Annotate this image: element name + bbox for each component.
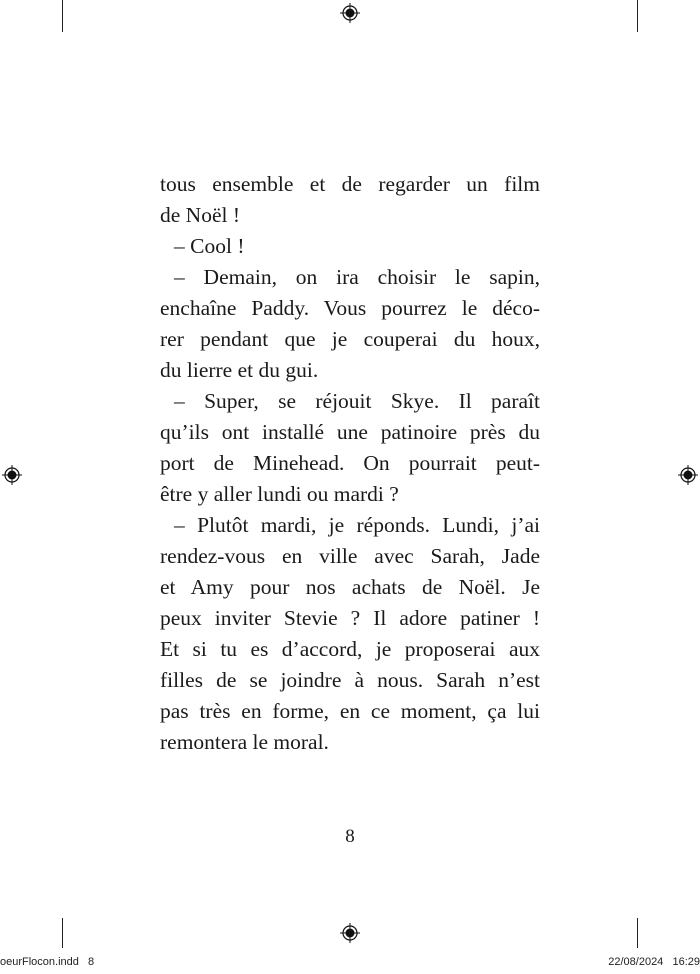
text-line: Et si tu es d’accord, je proposerai aux [160, 637, 540, 661]
text-line: rer pendant que je couperai du houx, [160, 327, 540, 351]
text-line: pas très en forme, en ce moment, ça lui [160, 699, 540, 723]
text-line: filles de se joindre à nous. Sarah n’est [160, 668, 540, 692]
text-line: – Super, se réjouit Skye. Il paraît [174, 389, 540, 413]
text-line: – Cool ! [174, 234, 245, 258]
text-line: – Demain, on ira choisir le sapin, [174, 265, 540, 289]
slug-date: 22/08/2024 16:29 [608, 956, 700, 968]
text-line: et Amy pour nos achats de Noël. Je [160, 575, 540, 599]
crop-mark-top-right [637, 0, 638, 32]
registration-mark-icon [340, 923, 360, 943]
crop-mark-top-left [62, 0, 63, 32]
text-line: peux inviter Stevie ? Il adore patiner ! [160, 606, 540, 630]
text-line: du lierre et du gui. [160, 358, 319, 382]
text-line: port de Minehead. On pourrait peut- [160, 451, 540, 475]
text-line: – Plutôt mardi, je réponds. Lundi, j’ai [174, 513, 540, 537]
crop-mark-bottom-right [637, 918, 638, 948]
text-line: rendez-vous en ville avec Sarah, Jade [160, 544, 540, 568]
text-line: de Noël ! [160, 203, 240, 227]
text-line: enchaîne Paddy. Vous pourrez le déco- [160, 296, 540, 320]
registration-mark-icon [678, 465, 698, 485]
text-line: être y aller lundi ou mardi ? [160, 482, 399, 506]
text-line: qu’ils ont installé une patinoire près du [160, 420, 540, 444]
page-number: 8 [345, 826, 355, 847]
body-text [160, 169, 540, 758]
registration-mark-icon [2, 465, 22, 485]
registration-mark-icon [340, 3, 360, 23]
crop-mark-bottom-left [62, 918, 63, 948]
slug-filename: oeurFlocon.indd 8 [0, 956, 95, 968]
text-line: remontera le moral. [160, 730, 329, 754]
text-line: tous ensemble et de regarder un film [160, 172, 540, 196]
